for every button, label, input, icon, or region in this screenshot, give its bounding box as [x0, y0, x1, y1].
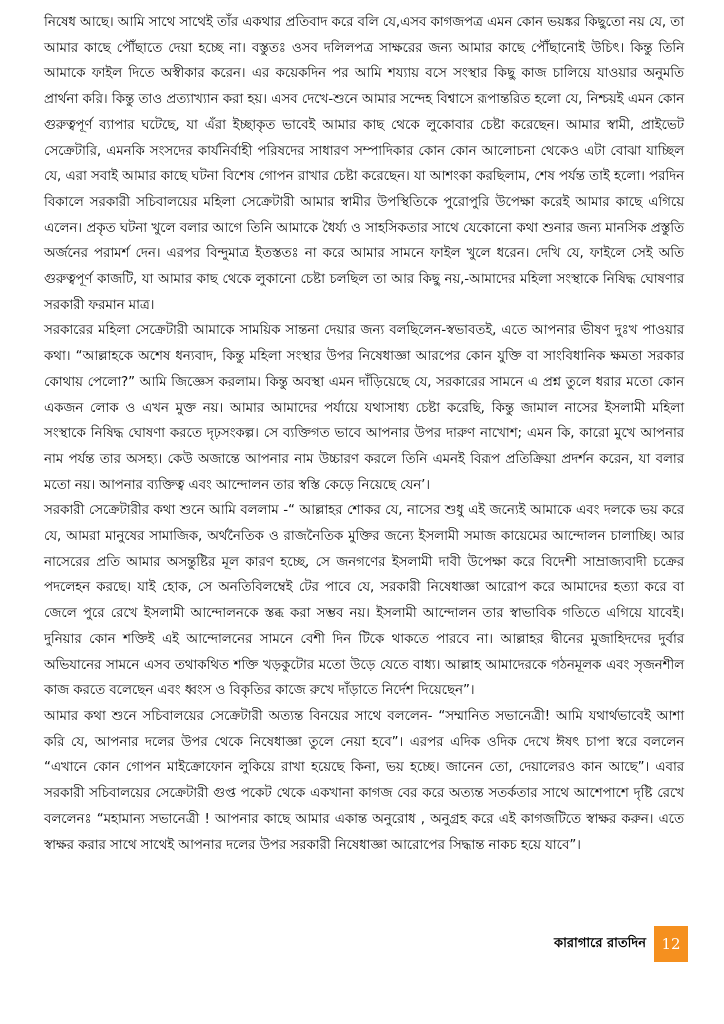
- book-title: কারাগারে রাতদিন: [554, 935, 646, 951]
- paragraph-1: নিষেধ আছে। আমি সাথে সাথেই তাঁর একথার প্রতিবাদ করে বলি যে,এসব কাগজপত্র এমন কোন ভয়ঙ্কর কিছুতো নয় যে, তা আমার কাছে পৌঁছাতে দেয়া হচ্ছে না। বস্তুতঃ ওসব দলিলপত্র সাক্ষরের জন্য আমার কাছে পৌঁছানোই উচিৎ। কিন্তু তিনি আমাকে ফাইল দিতে অস্বীকার করেন। এর কয়েকদিন পর আমি শয্যায় বসে সংস্থার কিছু কাজ চালিয়ে যাওয়ার অনুমতি প্রার্থনা করি। কিন্তু তাও প্রত্যাখ্যান করা হয়। এসব দেখে-শুনে আমার সন্দেহ বিশ্বাসে রূপান্তরিত হলো যে, নিশ্চয়ই এমন কোন গুরুত্বপূর্ণ ব্যাপার ঘটেছে, যা এঁরা ইচ্ছাকৃত ভাবেই আমার কাছ থেকে লুকোবার চেষ্টা করেছেন। আমার স্বামী, প্রাইভেট সেক্রেটারি, এমনকি সংসদের কার্যনির্বাহী পরিষদের সাধারণ সম্পাদিকার কোন কোন আলোচনা থেকেও এটা বোঝা যাচ্ছিল যে, এরা সবাই আমার কাছে ঘটনা বিশেষ গোপন রাখার চেষ্টা করেছেন। যা আশংকা করছিলাম, শেষ পর্যন্ত তাই হলো। পরদিন বিকালে সরকারী সচিবালয়ের মহিলা সেক্রেটারী আমার স্বামীর উপস্থিতিকে পুরোপুরি উপেক্ষা করেই আমার কাছে এগিয়ে এলেন। প্রকৃত ঘটনা খুলে বলার আগে তিনি আমাকে ধৈর্য্য ও সাহসিকতার সাথে যেকোনো কথা শুনার জন্য মানসিক প্রস্তুতি অর্জনের পরামর্শ দেন। এরপর বিন্দুমাত্র ইতস্ততঃ না করে আমার সামনে ফাইল খুলে ধরেন। দেখি যে, ফাইলে সেই অতি গুরুত্বপূর্ণ কাজটি, যা আমার কাছ থেকে লুকানো চেষ্টা চলছিল তা আর কিছু নয়,-আমাদের মহিলা সংস্থাকে নিষিদ্ধ ঘোষণার সরকারী ফরমান মাত্র।: [44, 15, 684, 313]
- page-body: [44, 10, 684, 858]
- paragraph-3: সরকারী সেক্রেটারীর কথা শুনে আমি বললাম -“ আল্লাহর শোকর যে, নাসের শুধু এই জন্যেই আমাকে এবং দলকে ভয় করে যে, আমরা মানুষের সামাজিক, অর্থনৈতিক ও রাজনৈতিক মুক্তির জন্যে ইসলামী সমাজ কায়েমের আন্দোলন চালাচ্ছি। আর নাসেরের প্রতি আমার অসন্তুষ্টির মূল কারণ হচ্ছে, সে জনগণের ইসলামী দাবী উপেক্ষা করে বিদেশী সাম্রাজ্যবাদী চক্রের পদলেহন করছে। যাই হোক, সে অনতিবিলম্বেই টের পাবে যে, সরকারী নিষেধাজ্ঞা আরোপ করে আমাদের হত্যা করে বা জেলে পুরে রেখে ইসলামী আন্দোলনকে স্তব্ধ করা সম্ভব নয়। ইসলামী আন্দোলন তার স্বাভাবিক গতিতে এগিয়ে যাবেই। দুনিয়ার কোন শক্তিই এই আন্দোলনের সামনে বেশী দিন টিকে থাকতে পারবে না। আল্লাহর দ্বীনের মুজাহিদদের দুর্বার অভিযানের সামনে এসব তথাকথিত শক্তি খড়কুটোর মতো উড়ে যেতে বাধ্য। আল্লাহ আমাদেরকে গঠনমূলক এবং সৃজনশীল কাজ করতে বলেছেন এবং ধ্বংস ও বিকৃতির কাজে রুখে দাঁড়াতে নির্দেশ দিয়েছেন”।: [44, 503, 684, 699]
- page-footer: [530, 926, 688, 962]
- paragraph-4: আমার কথা শুনে সচিবালয়ের সেক্রেটারী অত্যন্ত বিনয়ের সাথে বললেন- “সম্মানিত সভানেত্রী! আমি যথার্থভাবেই আশা করি যে, আপনার দলের উপর থেকে নিষেধাজ্ঞা তুলে নেয়া হবে”। এরপর এদিক ওদিক দেখে ঈষৎ চাপা স্বরে বললেন “এখানে কোন গোপন মাইক্রোফোন লুকিয়ে রাখা হয়েছে কিনা, ভয় হচ্ছে। জানেন তো, দেয়ালেরও কান আছে”। এবার সরকারী সচিবালয়ের সেক্রেটারী গুপ্ত পকেট থেকে একখানা কাগজ বের করে অত্যন্ত সতর্কতার সাথে আশেপাশে দৃষ্টি রেখে বললেনঃ “মহামান্য সভানেত্রী ! আপনার কাছে আমার একান্ত অনুরোধ , অনুগ্রহ করে এই কাগজটিতে স্বাক্ষর করুন। এতে স্বাক্ষর করার সাথে সাথেই আপনার দলের উপর সরকারী নিষেধাজ্ঞা আরোপের সিদ্ধান্ত নাকচ হয়ে যাবে”।: [44, 708, 684, 853]
- paragraph-2: সরকারের মহিলা সেক্রেটারী আমাকে সাময়িক সান্তনা দেয়ার জন্য বলছিলেন-স্বভাবতই, এতে আপনার ভীষণ দুঃখ পাওয়ার কথা। “আল্লাহকে অশেষ ধন্যবাদ, কিন্তু মহিলা সংস্থার উপর নিষেধাজ্ঞা আরপের কোন যুক্তি বা সাংবিধানিক ক্ষমতা সরকার কোথায় পেলো?” আমি জিজ্ঞেস করলাম। কিন্তু অবস্থা এমন দাঁড়িয়েছে যে, সরকারের সামনে এ প্রশ্ন তুলে ধরার মতো কোন একজন লোক ও এখন মুক্ত নয়। আমার আমাদের পর্যায়ে যথাসাধ্য চেষ্টা করেছি, কিন্তু জামাল নাসের ইসলামী মহিলা সংস্থাকে নিষিদ্ধ ঘোষণা করতে দৃঢ়সংকল্প। সে ব্যক্তিগত ভাবে আপনার উপর দারুণ নাখোশ; এমন কি, কারো মুখে আপনার নাম পর্যন্ত তার অসহ্য। কেউ অজান্তে আপনার নাম উচ্চারণ করলে তিনি এমনই বিরূপ প্রতিক্রিয়া প্রদর্শন করেন, যা বলার মতো নয়। আপনার ব্যক্তিত্ব এবং আন্দোলন তার স্বস্তি কেড়ে নিয়েছে যেন’।: [44, 323, 684, 493]
- page-number: 12: [654, 926, 688, 962]
